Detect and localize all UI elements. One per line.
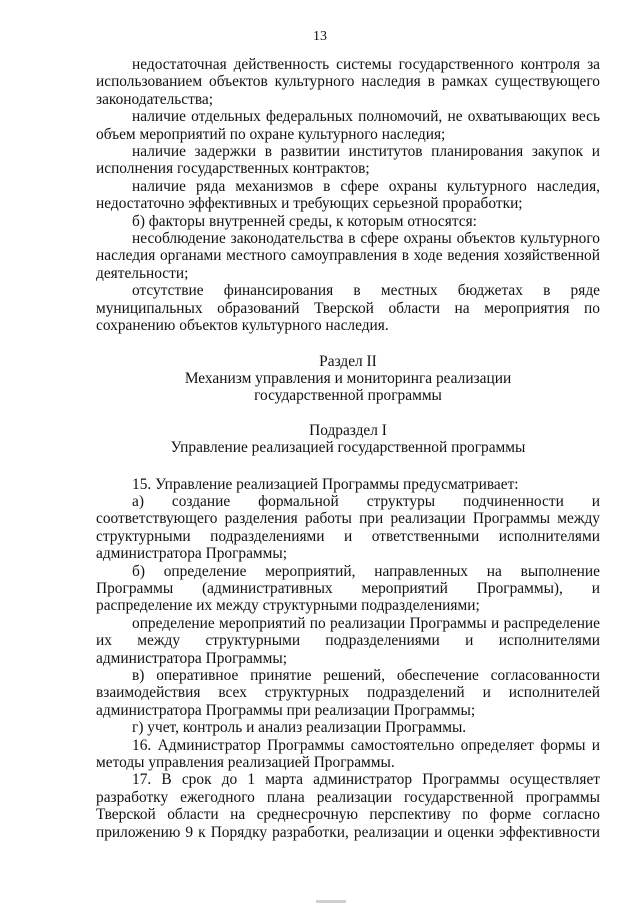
paragraph: б) определение мероприятий, направленных на выполнение Программы (административных мероприятий Программы), и распределение их между структурными подразделениями;: [96, 562, 600, 615]
paragraph: 16. Администратор Программы самостоятельно определяет формы и методы управления реализацией Программы.: [96, 736, 600, 772]
paragraph: определение мероприятий по реализации Программы и распределение их между структурными подразделениями и исполнителями администратора Программы;: [96, 614, 600, 667]
section-title-line: государственной программы: [254, 387, 442, 405]
paragraph: отсутствие финансирования в местных бюджетах в ряде муниципальных образований Тверской области на мероприятия по сохранению объектов культурного наследия.: [96, 282, 600, 335]
paragraph: б) факторы внутренней среды, к которым относятся:: [132, 212, 477, 230]
paragraph: наличие ряда механизмов в сфере охраны культурного наследия, недостаточно эффективных и требующих серьезной проработки;: [96, 177, 600, 213]
subsection-title: Управление реализацией государственной программы: [170, 439, 526, 457]
paragraph: г) учет, контроль и анализ реализации Программы.: [132, 719, 467, 737]
paragraph: наличие отдельных федеральных полномочий, не охватывающих весь объем мероприятий по охране культурного наследия;: [96, 108, 600, 143]
paragraph: а) создание формальной структуры подчиненности и соответствующего разделения работы при реализации Программы между структурными подразделениями и ответственными исполнителями администратора Программы;: [96, 492, 600, 563]
paragraph: наличие задержки в развитии институтов планирования закупок и исполнения государственных контрактов;: [96, 143, 600, 178]
section-title-line: Механизм управления и мониторинга реализации: [184, 369, 512, 387]
paragraph: недостаточная действенность системы государственного контроля за использованием объектов культурного наследия в рамках существующего законодательства;: [96, 56, 600, 108]
scan-edge-mark: [316, 900, 346, 903]
paragraph: 17. В срок до 1 марта администратор Программы осуществляет разработку ежегодного плана реализации государственной программы Тверской области на среднесрочную перспективу по форме согласно приложению 9 к Порядку разработки, реализации и оценки эффективности: [96, 771, 600, 841]
paragraph: в) оперативное принятие решений, обеспечение согласованности взаимодействия всех структурных подразделений и исполнителей администратора Программы при реализации Программы;: [96, 667, 600, 719]
document-body: [96, 56, 600, 841]
subsection-number: Подраздел I: [309, 421, 387, 439]
section-number: Раздел II: [319, 352, 377, 370]
page-number: 13: [313, 29, 327, 44]
paragraph: несоблюдение законодательства в сфере охраны объектов культурного наследия органами местного самоуправления в ходе ведения хозяйственной деятельности;: [96, 230, 600, 282]
paragraph: 15. Управление реализацией Программы предусматривает:: [132, 475, 519, 493]
